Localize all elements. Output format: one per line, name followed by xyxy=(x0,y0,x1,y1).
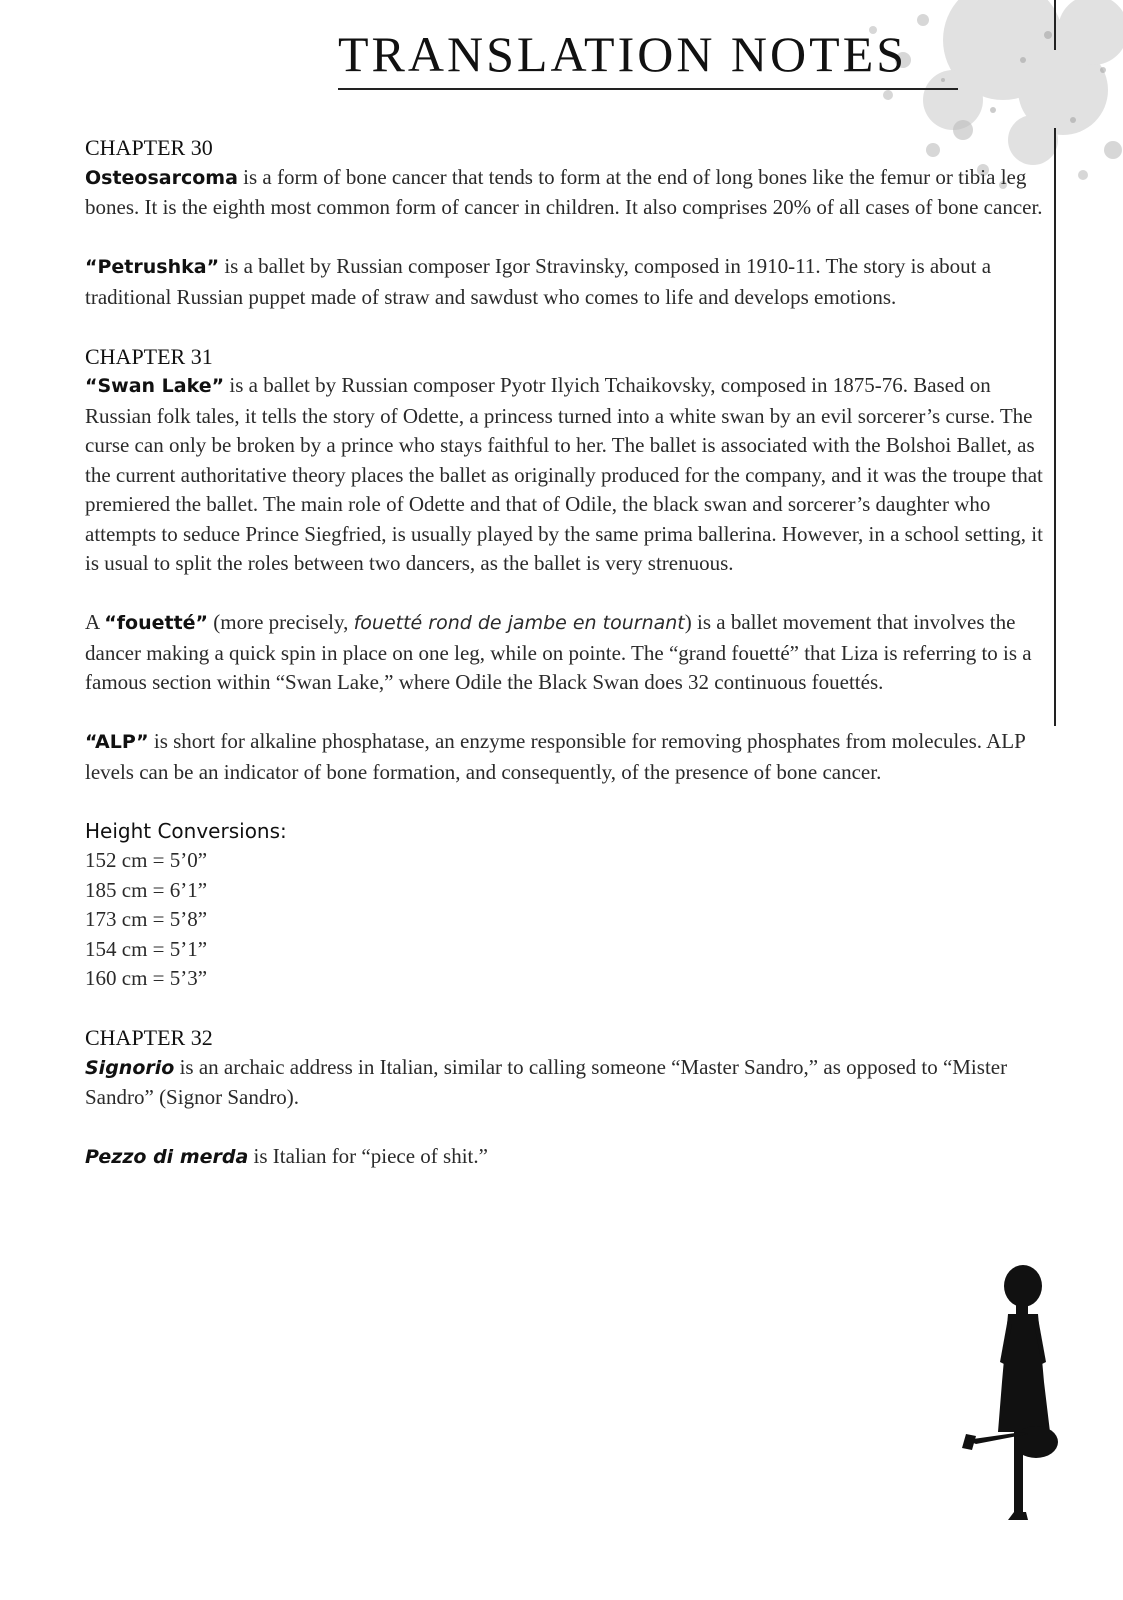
note-fouette xyxy=(85,608,1045,698)
conversion-item: 152 cm = 5’0” xyxy=(85,848,208,872)
chapter-30-section xyxy=(85,133,1045,312)
note-term: Pezzo di merda xyxy=(85,1146,249,1168)
note-petrushka xyxy=(85,252,1045,312)
conversion-item: 173 cm = 5’8” xyxy=(85,907,208,931)
note-term: “ALP” xyxy=(85,731,149,753)
conversion-item: 154 cm = 5’1” xyxy=(85,936,208,961)
note-text: is an archaic address in Italian, similar to calling someone “Master Sandro,” as opposed to “Mister Sandro” (Signor Sandro). xyxy=(85,1054,1008,1109)
height-conversions-list xyxy=(85,846,1045,994)
conversion-item: 185 cm = 6’1” xyxy=(85,877,208,902)
chapter-heading: CHAPTER 31 xyxy=(85,343,213,369)
chapter-heading: CHAPTER 30 xyxy=(85,135,213,160)
note-term: Signorio xyxy=(85,1056,175,1079)
girl-silhouette-illustration xyxy=(958,1262,1058,1524)
chapter-31-section xyxy=(85,342,1045,994)
note-signorio xyxy=(85,1053,1045,1113)
note-term: “Swan Lake” xyxy=(85,375,225,397)
page-title: TRANSLATION NOTES xyxy=(338,26,908,82)
note-text-mid: (more precisely, xyxy=(208,610,354,634)
note-term: Osteosarcoma xyxy=(85,166,238,189)
note-osteosarcoma xyxy=(85,163,1045,223)
note-text: is short for alkaline phosphatase, an enzyme responsible for removing phosphates from molecules. ALP levels can be an indicator of bone formation, and consequently, of the presence of bone cancer. xyxy=(85,729,1025,784)
notes-body xyxy=(85,133,1045,1173)
note-italic-term: fouetté rond de jambe en tournant xyxy=(353,612,685,634)
note-text: is a form of bone cancer that tends to form at the end of long bones like the femur or tibia leg bones. It is the eighth most common form of cancer in children. It also comprises 20% of all cases of bone cancer. xyxy=(85,164,1043,219)
note-text: ) is a ballet movement that involves the dancer making a quick spin in place on one leg, while on pointe. The “grand fouetté” that Liza is referring to is a famous section within “Swan Lake,” where Odile the Black Swan does 32 continuous fouettés. xyxy=(85,610,1032,694)
note-lead: A xyxy=(85,610,105,634)
note-alp xyxy=(85,727,1045,787)
side-rule-top xyxy=(1054,0,1056,50)
note-text: is a ballet by Russian composer Igor Stravinsky, composed in 1910-11. The story is about a traditional Russian puppet made of straw and sawdust who comes to life and develops emotions. xyxy=(85,254,992,309)
conversion-item: 160 cm = 5’3” xyxy=(85,966,208,990)
page-header xyxy=(338,22,958,90)
title-underline xyxy=(338,88,958,90)
note-pezzo-di-merda xyxy=(85,1142,1045,1173)
note-text: is a ballet by Russian composer Pyotr Ilyich Tchaikovsky, composed in 1875-76. Based on Russian folk tales, it tells the story of Odette, a princess turned into a white swan by an evil sorcerer’s curse. The curse can only be broken by a prince who stays faithful to her. The ballet is associated with the Bolshoi Ballet, as the current authoritative theory places the ballet as originally produced for the company, and it was the troupe that premiered the ballet. The main role of Odette and that of Odile, the black swan and sorcerer’s daughter who attempts to seduce Prince Siegfried, is usually played by the same prima ballerina. However, in a school setting, it is usual to split the roles between two dancers, as the ballet is very strenuous. xyxy=(85,373,1043,575)
side-rule xyxy=(1054,128,1056,726)
note-text: is Italian for “piece of shit.” xyxy=(248,1144,488,1168)
note-term: “Petrushka” xyxy=(85,256,220,278)
chapter-32-section xyxy=(85,1023,1045,1173)
height-conversions-heading: Height Conversions: xyxy=(85,818,287,843)
note-swan-lake xyxy=(85,371,1045,579)
chapter-heading: CHAPTER 32 xyxy=(85,1025,213,1050)
note-term: “fouetté” xyxy=(104,612,209,634)
